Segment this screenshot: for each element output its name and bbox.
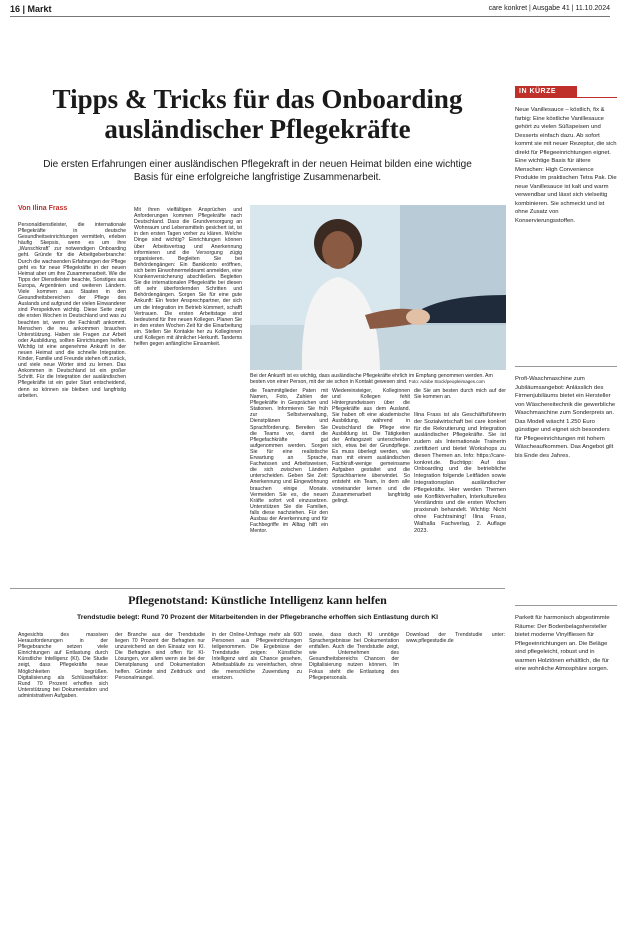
- author-bio-box: [414, 412, 506, 584]
- section2-title: Pflegenotstand: Künstliche Intelligenz kann helfen: [128, 593, 387, 607]
- sidebar-tab: IN KÜRZE: [515, 86, 577, 97]
- article-column-5-text: die Sie am besten durch mich auf der Sie kommen an.: [414, 388, 506, 401]
- photo-caption: [250, 373, 506, 386]
- sidebar-item-washing-machine: Profi-Waschmaschine zum Jubiläumsangebot: Anlässlich des Firmenjubiläums bietet ein Hersteller von Wäschereitechnik die gewerbliche Waschmaschine zum Sonderpreis an. Das Modell wäscht 1.250 Euro günstiger und eignet sich besonders für Pflegeeinrichtungen mit hohem Wäscheaufkommen. Das Angebot gilt bis Ende des Jahres.: [515, 376, 616, 459]
- section2-column-5-text: Download der Trendstudie unter: www.pflegestudie.de: [406, 632, 505, 645]
- article-author: Von Ilina Frass: [18, 205, 68, 212]
- article-column-5: [414, 388, 506, 408]
- sidebar-item-parquet: Parkett für harmonisch abgestimmte Räume: Der Bodenbelagshersteller bietet moderne Vinylfliesen für Pflegeeinrichtungen an. Die Beläge sind pflegeleicht, robust und in warmen Holztönen erhältlich, die für eine wohnliche Atmosphäre sorgen.: [515, 615, 610, 672]
- article-column-2: [134, 207, 242, 584]
- article-column-4-text: Wiedereinsteiger, Kolleginnen und Kollegen fehlt Hintergrundwissen über die Pflegekräfte aus dem Ausland. Sie haben oft eine akademische Ausbildung, während in Deutschland die Pflege eine Ausbildung ist. Die Tätigkeiten der Anfangszeit unterscheiden sich, etwa bei der Grundpflege. Es muss überlegt werden, wie man mit einem ausländischen Fachkraft-wenige gemeinsame Aufgaben gestaltet und die Sprachbarriere überwindet. So entsteht ein Team, in dem alle voneinander lernen und die Zusammenarbeit langfristig gelingt.: [332, 388, 410, 504]
- article-photo: [250, 205, 506, 370]
- section2-subtitle: Trendstudie belegt: Rund 70 Prozent der Mitarbeitenden in der Pflegebranche erhoffen sich Entlastung durch KI: [76, 614, 439, 621]
- author-bio-text: Ilina Frass ist als Geschäftsführerin der Sozialwirtschaft bei care konkret für die Rekrutierung und Integration ausländischer Pflegekräfte. Sie ist zudem als Internationale Trainerin zertifiziert und bietet Workshops zu diesen Themen an. Info: https://care-konkret.de. Buchtipp: Auf das Onboarding und die betriebliche Integration folgende Leitfäden sowie Integrationsplan ausländischer Pflegekräfte. Hier werden Themen wie Konfliktverhalten, Interkulturelles Verständnis und die ersten Wochen praxisnah behandelt. Wichtig: Nicht ohne Fachtraining! Ilina Frass, Walhalla Fachverlag, 2. Auflage 2023.: [414, 412, 506, 534]
- section2-column-2-text: der Branche aus der Trendstudie liegen 70 Prozent der Befragten nur unzureichend an den Einsatz von KI. Die Befragten sind offen für KI-Lösungen, vor allem wenn sie bei der Dienstplanung und Dokumentation helfen. Gründe sind Zeitdruck und Personalmangel.: [115, 632, 205, 681]
- photo-caption-text: Bei der Ankunft ist es wichtig, dass ausländische Pflegekräfte ehrlich im Empfang genommen werden. Am besten von einer Person, mit der sie schon in Kontakt gewesen sind.: [250, 373, 493, 386]
- sidebar-divider-2: [515, 605, 617, 606]
- page-number-label: 16 | Markt: [10, 4, 52, 14]
- header-divider: [10, 16, 610, 17]
- section2-column-3-text: in der Online-Umfrage mehr als 600 Personen aus Pflegeeinrichtungen teilgenommen. Die Ergebnisse der Trendstudie zeigen: Künstliche Intelligenz wird als Chance gesehen, Arbeitsabläufe zu vereinfachen, ohne die menschliche Zuwendung zu ersetzen.: [212, 632, 302, 681]
- article-column-1-text: Personaldienstleister, die internationale Pflegekräfte in deutsche Gesundheitseinrichtungen vermitteln, erleben häufig Skepsis, wenn es um ihre „Wunschkraft“ zur notwendigen Onboarding geht. Gründe für die Arbeitgeberbranche: Durch die wachsenden Erfahrungen der Pflege geht es für neue Pflegekräfte in der neuen Heimat aber um ihre Zusammenarbeit. Wie die Tipps der Dienstleister beachte, Sonstiges aus Europa, Argentinien und weiteren Ländern. Viele kommen aus Staaten in den Gesundheitsbereichen der Pflege des Auslands und aufgrund der vielen Einwanderer sind Perspektiven wichtig. Diese Seite zeigt die ersten Wochen in Deutschland und was zu beachten ist, wenn die Fachkraft ankommt. Menschen die neu ankommen brauchen Unterstützung. Haben sie Fragen zur Arbeit oder Ausbildung, sollten Einrichtungen helfen. Wichtig ist eine angenehme Ankunft in der neuen Heimat und die schnelle Integration. Kinder, Familie und Freunde stehen oft zurück, und viele neue Wörter sind zu lernen. Das Ankommen in Deutschland ist ein großer Schritt. Für die Integration der ausländischen Pflegekräfte ist ein guter Start entscheidend, denn so können sie bleiben und langfristig arbeiten.: [18, 222, 126, 399]
- section-divider: [10, 588, 505, 589]
- article-column-3: [250, 388, 328, 584]
- section2-column-5: [406, 632, 505, 917]
- issue-label: care konkret | Ausgabe 41 | 11.10.2024: [488, 5, 610, 12]
- sidebar-divider-1: [515, 366, 617, 367]
- article-title-line-1: Tipps & Tricks für das Onboarding: [52, 84, 463, 114]
- section2-column-3: [212, 632, 302, 917]
- article-column-1: [18, 222, 126, 584]
- sidebar-item-vanilla-sauce: Neue Vanillesauce – köstlich, fix & farbig: Eine köstliche Vanillesauce gehört zu vielen Süßspeisen und Desserts einfach dazu. Ab sofort kommt sie mit neuer Rezeptur, die sich direkt für Pflegeeinrichtungen eignet. Eine wichtige Basis für ältere Menschen: High Convenience Produkte im praktischen Tetra Pak. Die neue Vanillesauce ist kalt und warm verwendbar und lässt sich vielseitig kombinieren. Sie schmeckt und ist ohne Zusatz von Konservierungsstoffen.: [515, 107, 617, 224]
- section2-column-4: [309, 632, 399, 917]
- article-subtitle: Die ersten Erfahrungen einer ausländischen Pflegekraft in der neuen Heimat bilden eine wichtige Basis für eine erfolgreiche langfristige Zusammenarbeit.: [43, 159, 472, 183]
- article-column-2-text: Mit ihren vielfältigen Ansprüchen und Anforderungen kommen Pflegekräfte nach Deutschland. Dass die Grundversorgung an Wohnraum und Lebensmitteln gesichert ist, ist in den ersten Tagen vorher zu klären. Welche Dinge sind wichtig? Einrichtungen können über Arbeitsvertrag und Anerkennung informieren und die Versorgung zügig organisieren. Begleiten Sie bei Behördengängen: Ein Bankkonto eröffnen, sich beim Einwohnermeldeamt anmelden, eine Krankenversicherung abschließen. Begleiten Sie die internationalen Pflegekräfte bei diesen oft sehr überfordernden Schritten und Behördengängen. Sorgen Sie für eine gute Ankunft: Ein fester Ansprechpartner, der sich um die Integration im Betrieb kümmert, schafft Vertrauen. Die ersten Arbeitstage sind bedeutend für Ihre neuen Kollegen. Planen Sie in den ersten Wochen Zeit für die Einarbeitung ein. Stellen Sie Kontakte her zu Kolleginnen und Kollegen mit ähnlicher Herkunft. Tandems helfen gegen anfängliche Einsamkeit.: [134, 207, 242, 348]
- news-sidebar: [515, 86, 617, 864]
- section2-column-4-text: sowie, dass durch KI unnötige Sprachergebnisse bei Dokumentation entfallen. Auch die Trendstudie zeigt, wie Unternehmen des Gesundheitsbereichs Chancen der Digitalisierung nutzen können. Im Fokus steht die Entlastung des Pflegepersonals.: [309, 632, 399, 681]
- sidebar-tab-divider: [515, 97, 617, 98]
- page-header: [10, 2, 610, 16]
- photo-credit: Foto: Adobe Stock/peopleimages.com: [408, 379, 485, 385]
- section2-column-1: [18, 632, 108, 917]
- handshake-photo-illustration: [250, 205, 506, 370]
- article-title: [10, 84, 505, 144]
- section2-column-2: [115, 632, 205, 917]
- section2-column-1-text: Angesichts des massiven Herausforderungen in der Pflegebranche setzen viele Einrichtungen auf Entlastung durch Künstliche Intelligenz (KI). Die Studie zeigt, dass Pflegekräfte neue Möglichkeiten begrüßen. Digitalisierung als Schlüsselfaktor: Rund 70 Prozent erhoffen sich Unterstützung bei Dokumentation und administrativen Aufgaben.: [18, 632, 108, 699]
- article-title-line-2: ausländischer Pflegekräfte: [104, 114, 411, 144]
- article-column-3-text: die Teammitglieder Paten mit Namen, Foto, Zahlen der Pflegekräfte in Gesprächen und Stationen. Informieren Sie früh zur Selbstverwaltung, Dienstplänen und Sprachförderung. Bereiten Sie die Teams vor, damit die Pflegefachkräfte gut aufgenommen werden. Sorgen Sie für eine realistische Erwartung an Sprache, Fachwissen und Arbeitsweisen, die sich zwischen Ländern unterscheiden. Geben Sie Zeit: Anerkennung und Eingewöhnung brauchen einige Monate. Vermeiden Sie es, die neuen Kräfte sofort voll einzusetzen. Unterstützen Sie die Familien, falls diese nachziehen. Für den Ausbau der Anerkennung und für Fachbegriffe im Alltag hilft ein Mentor.: [250, 388, 328, 535]
- article-column-4: [332, 388, 410, 584]
